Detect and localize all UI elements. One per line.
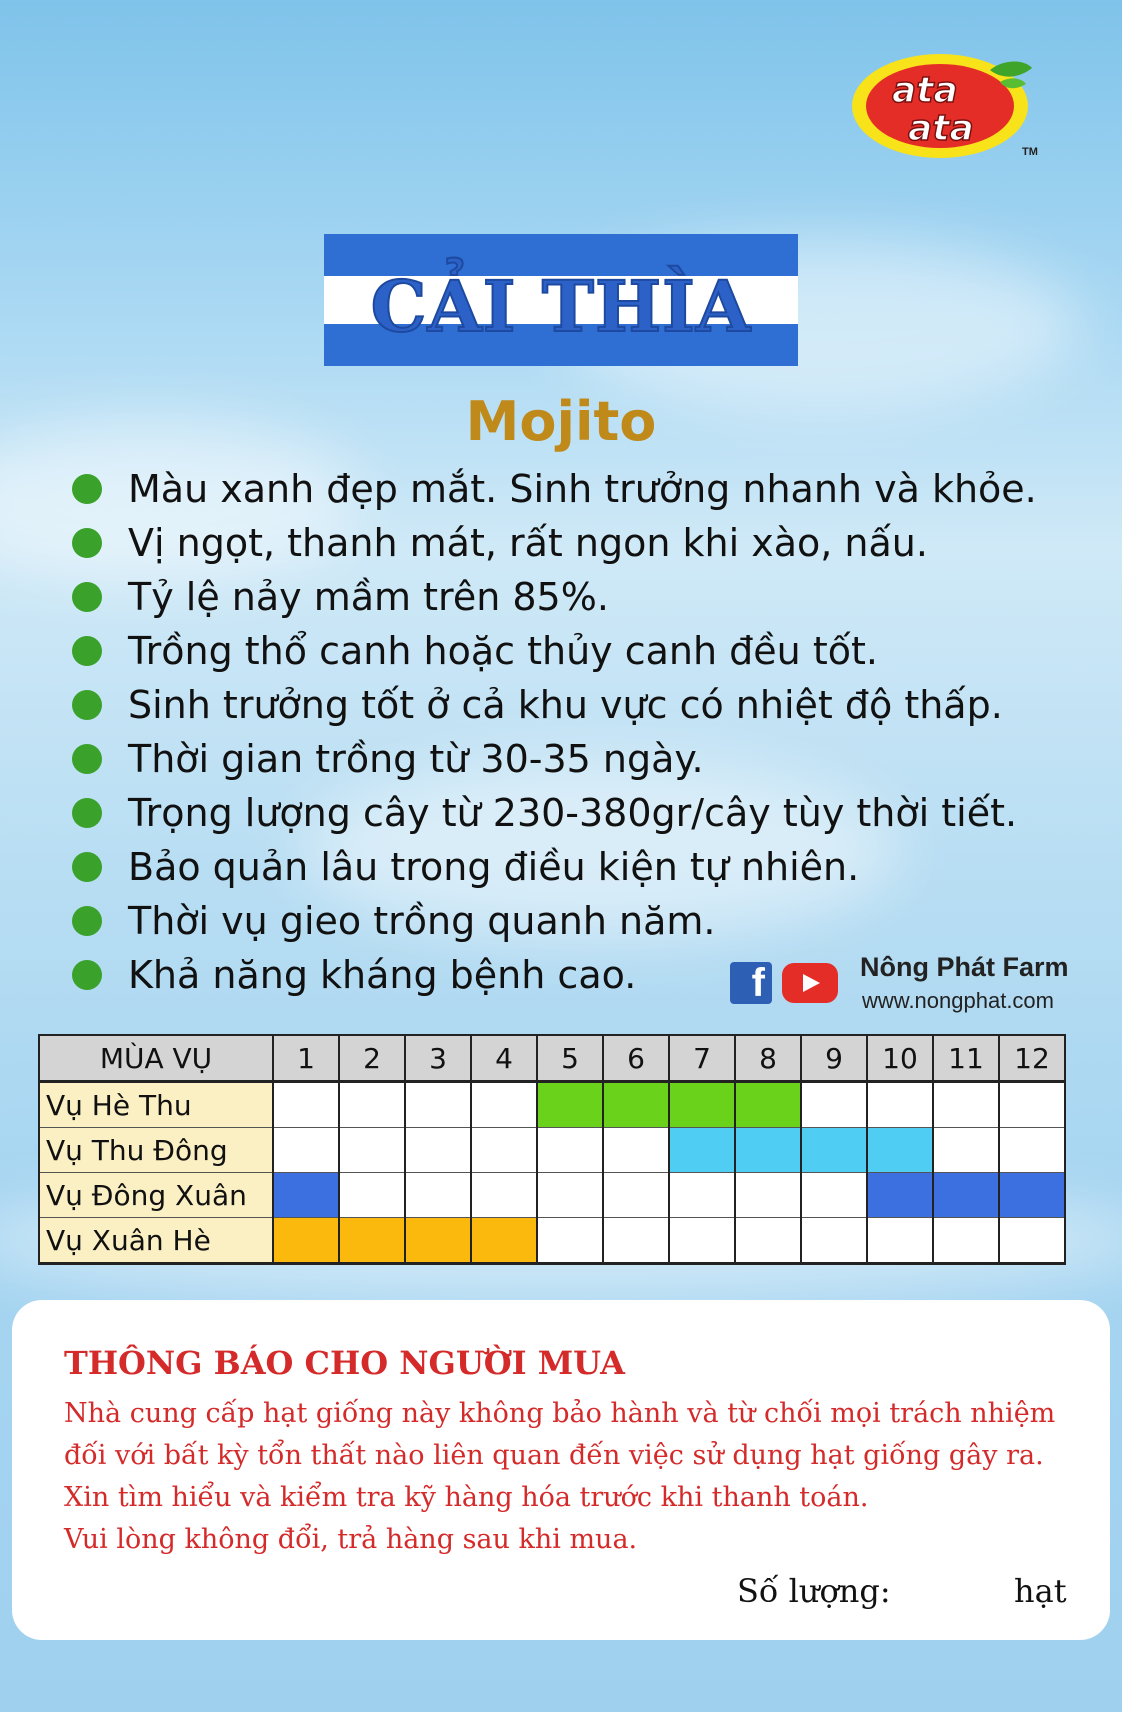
- season-label: Vụ Thu Đông: [39, 1128, 273, 1173]
- notice-line: Xin tìm hiểu và kiểm tra kỹ hàng hóa trước khi thanh toán.: [64, 1482, 869, 1513]
- season-cell: [801, 1218, 867, 1264]
- season-cell: [735, 1173, 801, 1218]
- season-table-body: [39, 1082, 1065, 1264]
- social-links: [730, 962, 838, 1004]
- month-header: 5: [537, 1035, 603, 1082]
- season-cell: [537, 1173, 603, 1218]
- facebook-icon[interactable]: f: [730, 962, 772, 1004]
- bullet-icon: [72, 744, 102, 774]
- season-cell: [339, 1218, 405, 1264]
- season-cell: [273, 1082, 339, 1128]
- brand-logo: [850, 48, 1040, 160]
- feature-text: Trồng thổ canh hoặc thủy canh đều tốt.: [128, 629, 878, 673]
- variety-name: Mojito: [465, 390, 657, 453]
- bullet-icon: [72, 636, 102, 666]
- season-cell: [867, 1128, 933, 1173]
- notice-title: THÔNG BÁO CHO NGƯỜI MUA: [64, 1344, 625, 1382]
- season-cell: [273, 1128, 339, 1173]
- season-cell: [933, 1218, 999, 1264]
- feature-text: Trọng lượng cây từ 230-380gr/cây tùy thời tiết.: [128, 791, 1018, 835]
- season-cell: [801, 1173, 867, 1218]
- season-cell: [669, 1173, 735, 1218]
- season-label: Vụ Đông Xuân: [39, 1173, 273, 1218]
- season-cell: [405, 1173, 471, 1218]
- season-cell: [933, 1128, 999, 1173]
- season-header-label: MÙA VỤ: [39, 1035, 273, 1082]
- month-header: 6: [603, 1035, 669, 1082]
- feature-text: Thời vụ gieo trồng quanh năm.: [128, 899, 716, 943]
- table-row: [39, 1128, 1065, 1173]
- quantity-unit: hạt: [1014, 1572, 1067, 1610]
- month-header: 2: [339, 1035, 405, 1082]
- table-row: [39, 1218, 1065, 1264]
- season-cell: [405, 1082, 471, 1128]
- trademark-mark: TM: [1022, 146, 1038, 158]
- season-cell: [669, 1128, 735, 1173]
- season-cell: [471, 1082, 537, 1128]
- bullet-icon: [72, 690, 102, 720]
- month-header: 9: [801, 1035, 867, 1082]
- season-cell: [999, 1082, 1065, 1128]
- season-cell: [603, 1173, 669, 1218]
- season-cell: [603, 1082, 669, 1128]
- season-cell: [867, 1218, 933, 1264]
- season-cell: [471, 1128, 537, 1173]
- month-header: 7: [669, 1035, 735, 1082]
- season-cell: [933, 1082, 999, 1128]
- season-cell: [405, 1218, 471, 1264]
- season-cell: [405, 1128, 471, 1173]
- feature-text: Khả năng kháng bệnh cao.: [128, 953, 637, 997]
- season-cell: [999, 1218, 1065, 1264]
- month-header: 4: [471, 1035, 537, 1082]
- list-item: [70, 516, 1037, 570]
- season-cell: [537, 1082, 603, 1128]
- season-cell: [999, 1128, 1065, 1173]
- list-item: [70, 894, 1037, 948]
- season-cell: [339, 1173, 405, 1218]
- season-table: [38, 1034, 1066, 1265]
- quantity-label: Số lượng:: [737, 1572, 891, 1610]
- list-item: [70, 624, 1037, 678]
- season-cell: [471, 1173, 537, 1218]
- notice-line: đối với bất kỳ tổn thất nào liên quan đến việc sử dụng hạt giống gây ra.: [64, 1440, 1044, 1471]
- feature-text: Thời gian trồng từ 30-35 ngày.: [128, 737, 704, 781]
- table-row: [39, 1173, 1065, 1218]
- season-cell: [999, 1173, 1065, 1218]
- month-header: 8: [735, 1035, 801, 1082]
- buyer-notice: [12, 1300, 1110, 1640]
- bullet-icon: [72, 798, 102, 828]
- bullet-icon: [72, 906, 102, 936]
- notice-line: Nhà cung cấp hạt giống này không bảo hành và từ chối mọi trách nhiệm: [64, 1398, 1056, 1429]
- bullet-icon: [72, 852, 102, 882]
- season-cell: [735, 1218, 801, 1264]
- season-cell: [735, 1082, 801, 1128]
- list-item: [70, 570, 1037, 624]
- svg-text:ata: ata: [892, 70, 958, 111]
- season-cell: [801, 1082, 867, 1128]
- svg-text:ata: ata: [908, 108, 974, 149]
- list-item: [70, 732, 1037, 786]
- list-item: [70, 678, 1037, 732]
- season-cell: [603, 1218, 669, 1264]
- farm-name: Nông Phát Farm: [860, 952, 1069, 982]
- season-cell: [273, 1173, 339, 1218]
- feature-text: Vị ngọt, thanh mát, rất ngon khi xào, nấu.: [128, 521, 928, 565]
- bullet-icon: [72, 528, 102, 558]
- list-item: [70, 462, 1037, 516]
- season-cell: [471, 1218, 537, 1264]
- season-cell: [867, 1173, 933, 1218]
- season-cell: [273, 1218, 339, 1264]
- feature-text: Bảo quản lâu trong điều kiện tự nhiên.: [128, 845, 860, 889]
- season-cell: [933, 1173, 999, 1218]
- season-cell: [339, 1128, 405, 1173]
- product-name: CẢI THÌA: [370, 264, 752, 348]
- website-link[interactable]: www.nongphat.com: [862, 988, 1054, 1013]
- season-cell: [537, 1128, 603, 1173]
- season-cell: [339, 1082, 405, 1128]
- youtube-icon[interactable]: [782, 963, 838, 1003]
- season-cell: [867, 1082, 933, 1128]
- month-header: 3: [405, 1035, 471, 1082]
- month-header: 1: [273, 1035, 339, 1082]
- feature-text: Màu xanh đẹp mắt. Sinh trưởng nhanh và khỏe.: [128, 467, 1037, 511]
- bullet-icon: [72, 960, 102, 990]
- list-item: [70, 840, 1037, 894]
- list-item: [70, 786, 1037, 840]
- season-cell: [603, 1128, 669, 1173]
- bullet-icon: [72, 474, 102, 504]
- feature-text: Tỷ lệ nảy mầm trên 85%.: [128, 575, 609, 619]
- season-cell: [669, 1218, 735, 1264]
- table-row: [39, 1082, 1065, 1128]
- season-cell: [801, 1128, 867, 1173]
- month-header: 10: [867, 1035, 933, 1082]
- notice-line: Vui lòng không đổi, trả hàng sau khi mua.: [64, 1524, 638, 1555]
- table-header-row: [39, 1035, 1065, 1082]
- month-header: 11: [933, 1035, 999, 1082]
- season-label: Vụ Hè Thu: [39, 1082, 273, 1128]
- month-header: 12: [999, 1035, 1065, 1082]
- feature-list: [70, 462, 1037, 1002]
- season-cell: [735, 1128, 801, 1173]
- season-cell: [537, 1218, 603, 1264]
- product-title-banner: [324, 234, 798, 366]
- feature-text: Sinh trưởng tốt ở cả khu vực có nhiệt độ thấp.: [128, 683, 1003, 727]
- season-cell: [669, 1082, 735, 1128]
- bullet-icon: [72, 582, 102, 612]
- season-label: Vụ Xuân Hè: [39, 1218, 273, 1264]
